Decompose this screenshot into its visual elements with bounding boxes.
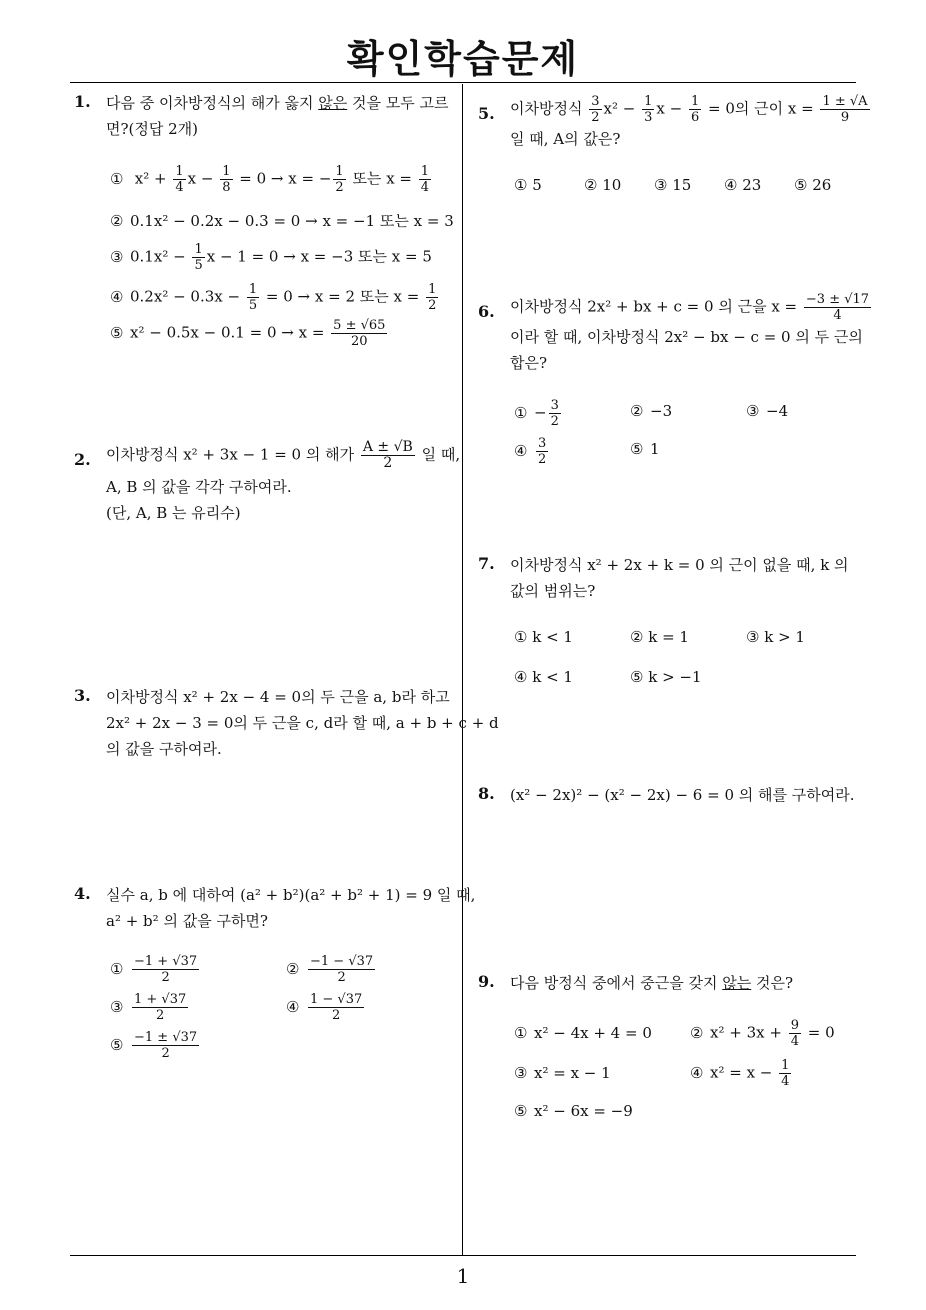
choice-4: ④ k < 1 [514, 668, 573, 686]
page-title: 확인학습문제 [346, 37, 580, 81]
question-text-line2: a² + b² 의 값을 구하면? [106, 912, 268, 930]
choice-3: ③ $\frac{1 + √37}{2}$ [110, 992, 187, 1023]
choice-4: ④ 23 [724, 176, 762, 194]
question-text: 다음 방정식 중에서 중근을 갖지 않는 것은? [510, 974, 793, 992]
question-text: 다음 중 이차방정식의 해가 옳지 않은 것을 모두 고르 [106, 94, 449, 112]
underlined-word: 않는 [722, 974, 752, 992]
question-text: 이차방정식 x² + 2x − 4 = 0의 두 근을 a, b라 하고 [106, 688, 450, 706]
question-text: 이차방정식 2x² + bx + c = 0 의 근을 x = $\frac{-3 \pm √17}{4}$ [510, 292, 870, 323]
choice-4: ④ $\frac{1 - √37}{2}$ [286, 992, 363, 1023]
choice-2: ② 0.1x² − 0.2x − 0.3 = 0 → x = −1 또는 x = 3 [110, 212, 454, 230]
choice-3: ③ 0.1x² − $\frac{1}{5}$ x − 1 = 0 → x = −3 또는 x = 5 [110, 242, 432, 273]
choice-5: ⑤ $\frac{-1 \pm √37}{2}$ [110, 1030, 198, 1061]
choice-3: ③ k > 1 [746, 628, 805, 646]
choice-1: ① x² − 4x + 4 = 0 [514, 1024, 652, 1042]
choice-4: ④ $\frac{3}{2}$ [514, 436, 547, 467]
underlined-word: 않은 [318, 94, 348, 112]
question-text-line2: A, B 의 값을 각각 구하여라. [106, 478, 292, 496]
question-text-line2: 면?(정답 2개) [106, 120, 199, 138]
question-number: 1. [74, 92, 91, 111]
question-text: 실수 a, b 에 대하여 (a² + b²)(a² + b² + 1) = 9 일 때, [106, 886, 476, 904]
choice-1: ① k < 1 [514, 628, 573, 646]
top-rule [70, 82, 856, 83]
choice-1: ① $\frac{-1 + √37}{2}$ [110, 954, 198, 985]
choice-5: ⑤ x² − 6x = −9 [514, 1102, 633, 1120]
choice-4: ④ x² = x − $\frac{1}{4}$ [690, 1058, 790, 1089]
choice-5: ⑤ k > −1 [630, 668, 702, 686]
choice-1: ① − $\frac{3}{2}$ [514, 398, 559, 429]
choice-5: ⑤ 26 [794, 176, 832, 194]
question-number: 7. [478, 554, 495, 573]
page-number: 1 [456, 1264, 470, 1288]
question-number: 6. [478, 302, 495, 321]
choice-2: ② k = 1 [630, 628, 689, 646]
question-text-line3: 합은? [510, 354, 548, 372]
question-text-line3: (단, A, B 는 유리수) [106, 504, 241, 522]
question-number: 2. [74, 450, 91, 469]
choice-3: ③ −4 [746, 402, 789, 420]
question-text: (x² − 2x)² − (x² − 2x) − 6 = 0 의 해를 구하여라. [510, 786, 855, 804]
question-number: 3. [74, 686, 91, 705]
question-text-line2: 2x² + 2x − 3 = 0의 두 근을 c, d라 할 때, a + b + c + d [106, 714, 499, 732]
question-text-line2: 이라 할 때, 이차방정식 2x² − bx − c = 0 의 두 근의 [510, 328, 863, 346]
bottom-rule [70, 1255, 856, 1256]
choice-2: ② −3 [630, 402, 673, 420]
choice-2: ② x² + 3x + $\frac{9}{4}$ = 0 [690, 1018, 835, 1049]
question-number: 5. [478, 104, 495, 123]
choice-3: ③ x² = x − 1 [514, 1064, 611, 1082]
column-divider [462, 84, 463, 1256]
question-text-line2: 값의 범위는? [510, 582, 596, 600]
choice-5: ⑤ x² − 0.5x − 0.1 = 0 → x = $\frac{5 \pm √65}{20}$ [110, 318, 386, 349]
choice-2: ② 10 [584, 176, 622, 194]
question-text-line2: 일 때, A의 값은? [510, 130, 621, 148]
choice-1: ① x² + $\frac{1}{4}$ x − $\frac{1}{8}$ = 0 → x = − $\frac{1}{2}$ 또는 x = $\frac{1}{4}$ [110, 164, 430, 195]
question-number: 9. [478, 972, 495, 991]
question-text: 이차방정식 x² + 2x + k = 0 의 근이 없을 때, k 의 [510, 556, 849, 574]
choice-5: ⑤ 1 [630, 440, 660, 458]
choice-2: ② $\frac{-1 - √37}{2}$ [286, 954, 374, 985]
question-number: 4. [74, 884, 91, 903]
choice-4: ④ 0.2x² − 0.3x − $\frac{1}{5}$ = 0 → x = 2 또는 x = $\frac{1}{2}$ [110, 282, 437, 313]
question-text-line3: 의 값을 구하여라. [106, 740, 222, 758]
choice-1: ① 5 [514, 176, 542, 194]
question-text: 이차방정식 x² + 3x − 1 = 0 의 해가 $\frac{A \pm √B}{2}$ 일 때, [106, 439, 461, 471]
question-number: 8. [478, 784, 495, 803]
question-text: 이차방정식 $\frac{3}{2}$ x² − $\frac{1}{3}$ x − $\frac{1}{6}$ = 0의 근이 x = $\frac{1 \pm √A}{9}$ [510, 94, 868, 125]
choice-3: ③ 15 [654, 176, 692, 194]
